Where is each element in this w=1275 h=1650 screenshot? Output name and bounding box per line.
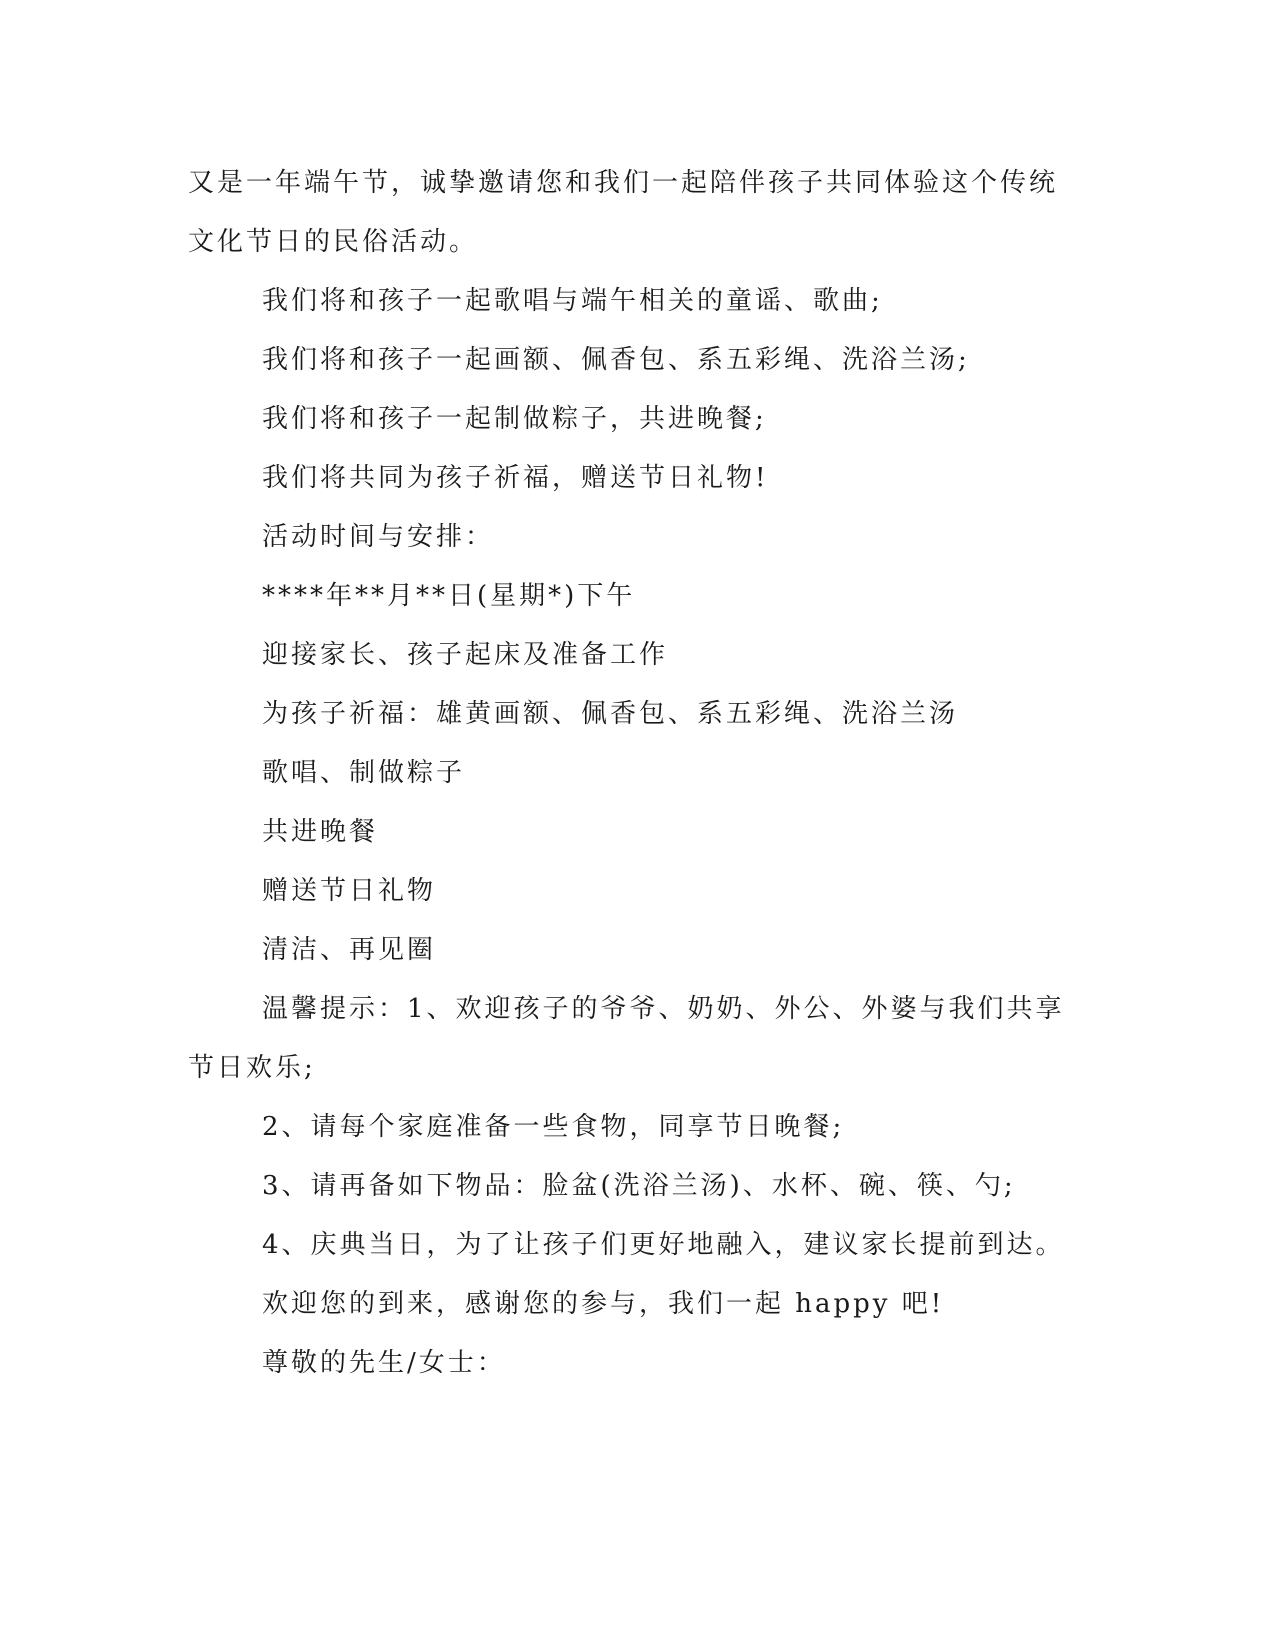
tips-line-2: 2、请每个家庭准备一些食物，同享节日晚餐; [262, 1112, 845, 1142]
paragraph-intro-line-1: 又是一年端午节，诚挚邀请您和我们一起陪伴孩子共同体验这个传统 [188, 168, 1059, 198]
tips-line-1-continued: 节日欢乐; [188, 1053, 316, 1083]
schedule-date: ****年**月**日(星期*)下午 [262, 581, 636, 611]
schedule-item: 共进晚餐 [262, 817, 379, 847]
tips-line-4: 4、庆典当日，为了让孩子们更好地融入，建议家长提前到达。 [262, 1230, 1065, 1260]
paragraph-activity-blessing: 我们将共同为孩子祈福，赠送节日礼物! [262, 463, 769, 493]
schedule-item: 歌唱、制做粽子 [262, 758, 466, 788]
closing-welcome: 欢迎您的到来，感谢您的参与，我们一起 happy 吧! [262, 1289, 945, 1319]
paragraph-activity-zongzi: 我们将和孩子一起制做粽子，共进晚餐; [262, 404, 767, 434]
tips-line-1: 温馨提示：1、欢迎孩子的爷爷、奶奶、外公、外婆与我们共享 [262, 994, 1065, 1024]
tips-line-3: 3、请再备如下物品：脸盆(洗浴兰汤)、水杯、碗、筷、勺; [262, 1171, 1016, 1201]
schedule-item: 清洁、再见圈 [262, 935, 437, 965]
schedule-item: 迎接家长、孩子起床及准备工作 [262, 640, 669, 670]
paragraph-activity-sing: 我们将和孩子一起歌唱与端午相关的童谣、歌曲; [262, 286, 883, 316]
schedule-item: 为孩子祈福：雄黄画额、佩香包、系五彩绳、洗浴兰汤 [262, 699, 959, 729]
salutation: 尊敬的先生/女士： [262, 1348, 506, 1378]
schedule-item: 赠送节日礼物 [262, 876, 437, 906]
paragraph-intro-line-2: 文化节日的民俗活动。 [188, 227, 479, 257]
schedule-heading: 活动时间与安排： [262, 522, 495, 552]
paragraph-activity-custom: 我们将和孩子一起画额、佩香包、系五彩绳、洗浴兰汤; [262, 345, 970, 375]
